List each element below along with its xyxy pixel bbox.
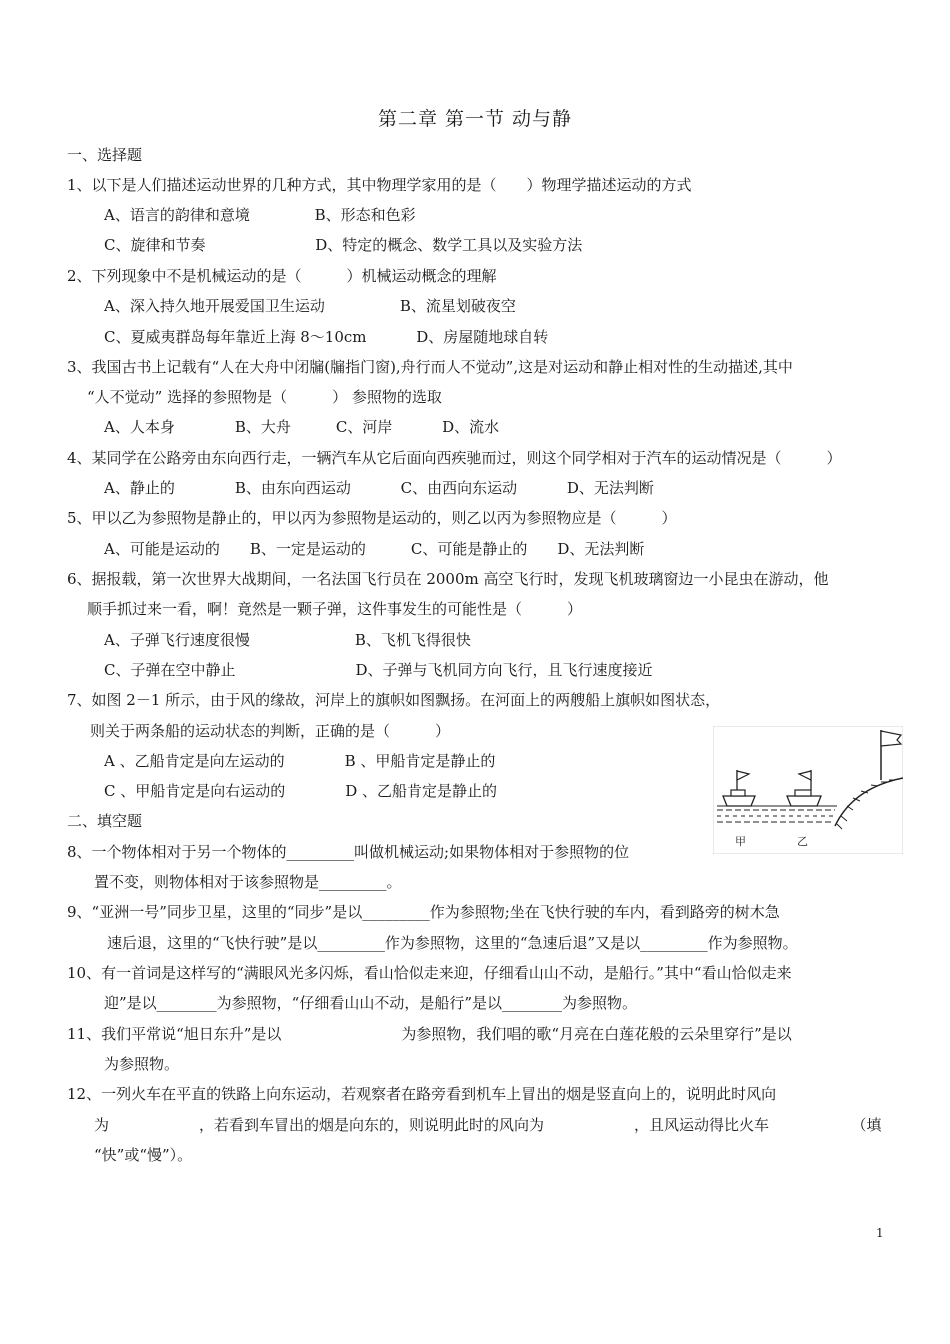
boat-yi: [787, 796, 821, 806]
text-line: 4、某同学在公路旁由东向西行走，一辆汽车从它后面向西疾驰而过，则这个同学相对于汽车的运动情况是（ ）: [67, 449, 842, 467]
text-line: 9、“亚洲一号”同步卫星，这里的“同步”是以_________作为参照物;坐在飞快行驶的车内，看到路旁的树木急: [67, 903, 780, 921]
text-line: 为参照物。: [104, 1055, 180, 1073]
text-line: A、子弹飞行速度很慢 B、飞机飞得很快: [104, 631, 471, 649]
label-jia: 甲: [735, 835, 746, 848]
text-line: A、静止的 B、由东向西运动 C、由西向东运动 D、无法判断: [104, 479, 654, 497]
text-line: 则关于两条船的运动状态的判断，正确的是（ ）: [90, 722, 451, 740]
text-line: 迎”是以________为参照物，“仔细看山山不动，是船行”是以________为参照物。: [104, 994, 638, 1012]
text-line: C、夏威夷群岛每年靠近上海 8～10cm D、房屋随地球自转: [104, 328, 549, 346]
text-line: 7、如图 2－1 所示，由于风的缘故，河岸上的旗帜如图飘扬。在河面上的两艘船上旗帜如图状态，: [67, 691, 721, 709]
text-line: 2、下列现象中不是机械运动的是（ ）机械运动概念的理解: [67, 267, 497, 285]
text-line: C、子弹在空中静止 D、子弹与飞机同方向飞行，且飞行速度接近: [104, 661, 653, 679]
text-line: 1、以下是人们描述运动世界的几种方式，其中物理学家用的是（ ）物理学描述运动的方式: [67, 176, 692, 194]
text-line: A 、乙船肯定是向左运动的 B 、甲船肯定是静止的: [104, 752, 496, 770]
text-line: 5、甲以乙为参照物是静止的，甲以丙为参照物是运动的，则乙以丙为参照物应是（ ）: [67, 509, 677, 527]
text-line: 速后退，这里的“飞快行驶”是以_________作为参照物，这里的“急速后退”又是以_________作为参照物。: [107, 934, 798, 952]
text-line: A、语言的韵律和意境 B、形态和色彩: [104, 206, 416, 224]
text-line: 为 ，若看到车冒出的烟是向东的，则说明此时的风向为 ，且风运动得比火车 （填: [94, 1116, 882, 1134]
boat-yi-flag: [799, 771, 811, 780]
label-yi: 乙: [797, 835, 808, 848]
text-line: A、可能是运动的 B、一定是运动的 C、可能是静止的 D、无法判断: [104, 540, 645, 558]
text-line: 一、选择题: [67, 146, 143, 164]
text-line: 12、一列火车在平直的铁路上向东运动，若观察者在路旁看到机车上冒出的烟是竖直向上的，说明此时风向: [67, 1085, 777, 1103]
boat-jia: [723, 796, 755, 806]
text-line: 置不变，则物体相对于该参照物是_________。: [94, 873, 402, 891]
figure-2-1-boats-and-flags: [713, 726, 903, 854]
text-line: “人不觉动” 选择的参照物是（ ） 参照物的选取: [87, 388, 442, 406]
text-line: 6、据报载，第一次世界大战期间，一名法国飞行员在 2000m 高空飞行时，发现飞机玻璃窗边一小昆虫在游动，他: [67, 570, 829, 588]
page-number: 1: [876, 1226, 884, 1240]
bank-flag: [881, 731, 901, 746]
text-line: A、深入持久地开展爱国卫生运动 B、流星划破夜空: [104, 297, 516, 315]
text-line: 11、我们平常说“旭日东升”是以 为参照物，我们唱的歌“月亮在白莲花般的云朵里穿行”是以: [67, 1025, 792, 1043]
text-line: 顺手抓过来一看，啊！竟然是一颗子弹，这件事发生的可能性是（ ）: [87, 600, 583, 618]
river-bank: [835, 778, 903, 826]
text-line: “快”或“慢”）。: [94, 1146, 193, 1164]
text-line: A、人本身 B、大舟 C、河岸 D、流水: [104, 418, 500, 436]
text-line: 10、有一首词是这样写的“满眼风光多闪烁，看山恰似走来迎，仔细看山山不动，是船行。”其中“看山恰似走来: [67, 964, 792, 982]
boat-jia-flag: [737, 771, 749, 780]
text-line: C、旋律和节奏 D、特定的概念、数学工具以及实验方法: [104, 236, 583, 254]
text-line: 3、我国古书上记载有“人在大舟中闭牖(牖指门窗),舟行而人不觉动”,这是对运动和静止相对性的生动描述,其中: [67, 358, 793, 376]
text-line: 8、一个物体相对于另一个物体的_________叫做机械运动;如果物体相对于参照物的位: [67, 843, 630, 861]
text-line: C 、甲船肯定是向右运动的 D 、乙船肯定是静止的: [104, 782, 498, 800]
page-title: 第二章 第一节 动与静: [377, 108, 573, 130]
text-line: 二、填空题: [67, 812, 143, 830]
